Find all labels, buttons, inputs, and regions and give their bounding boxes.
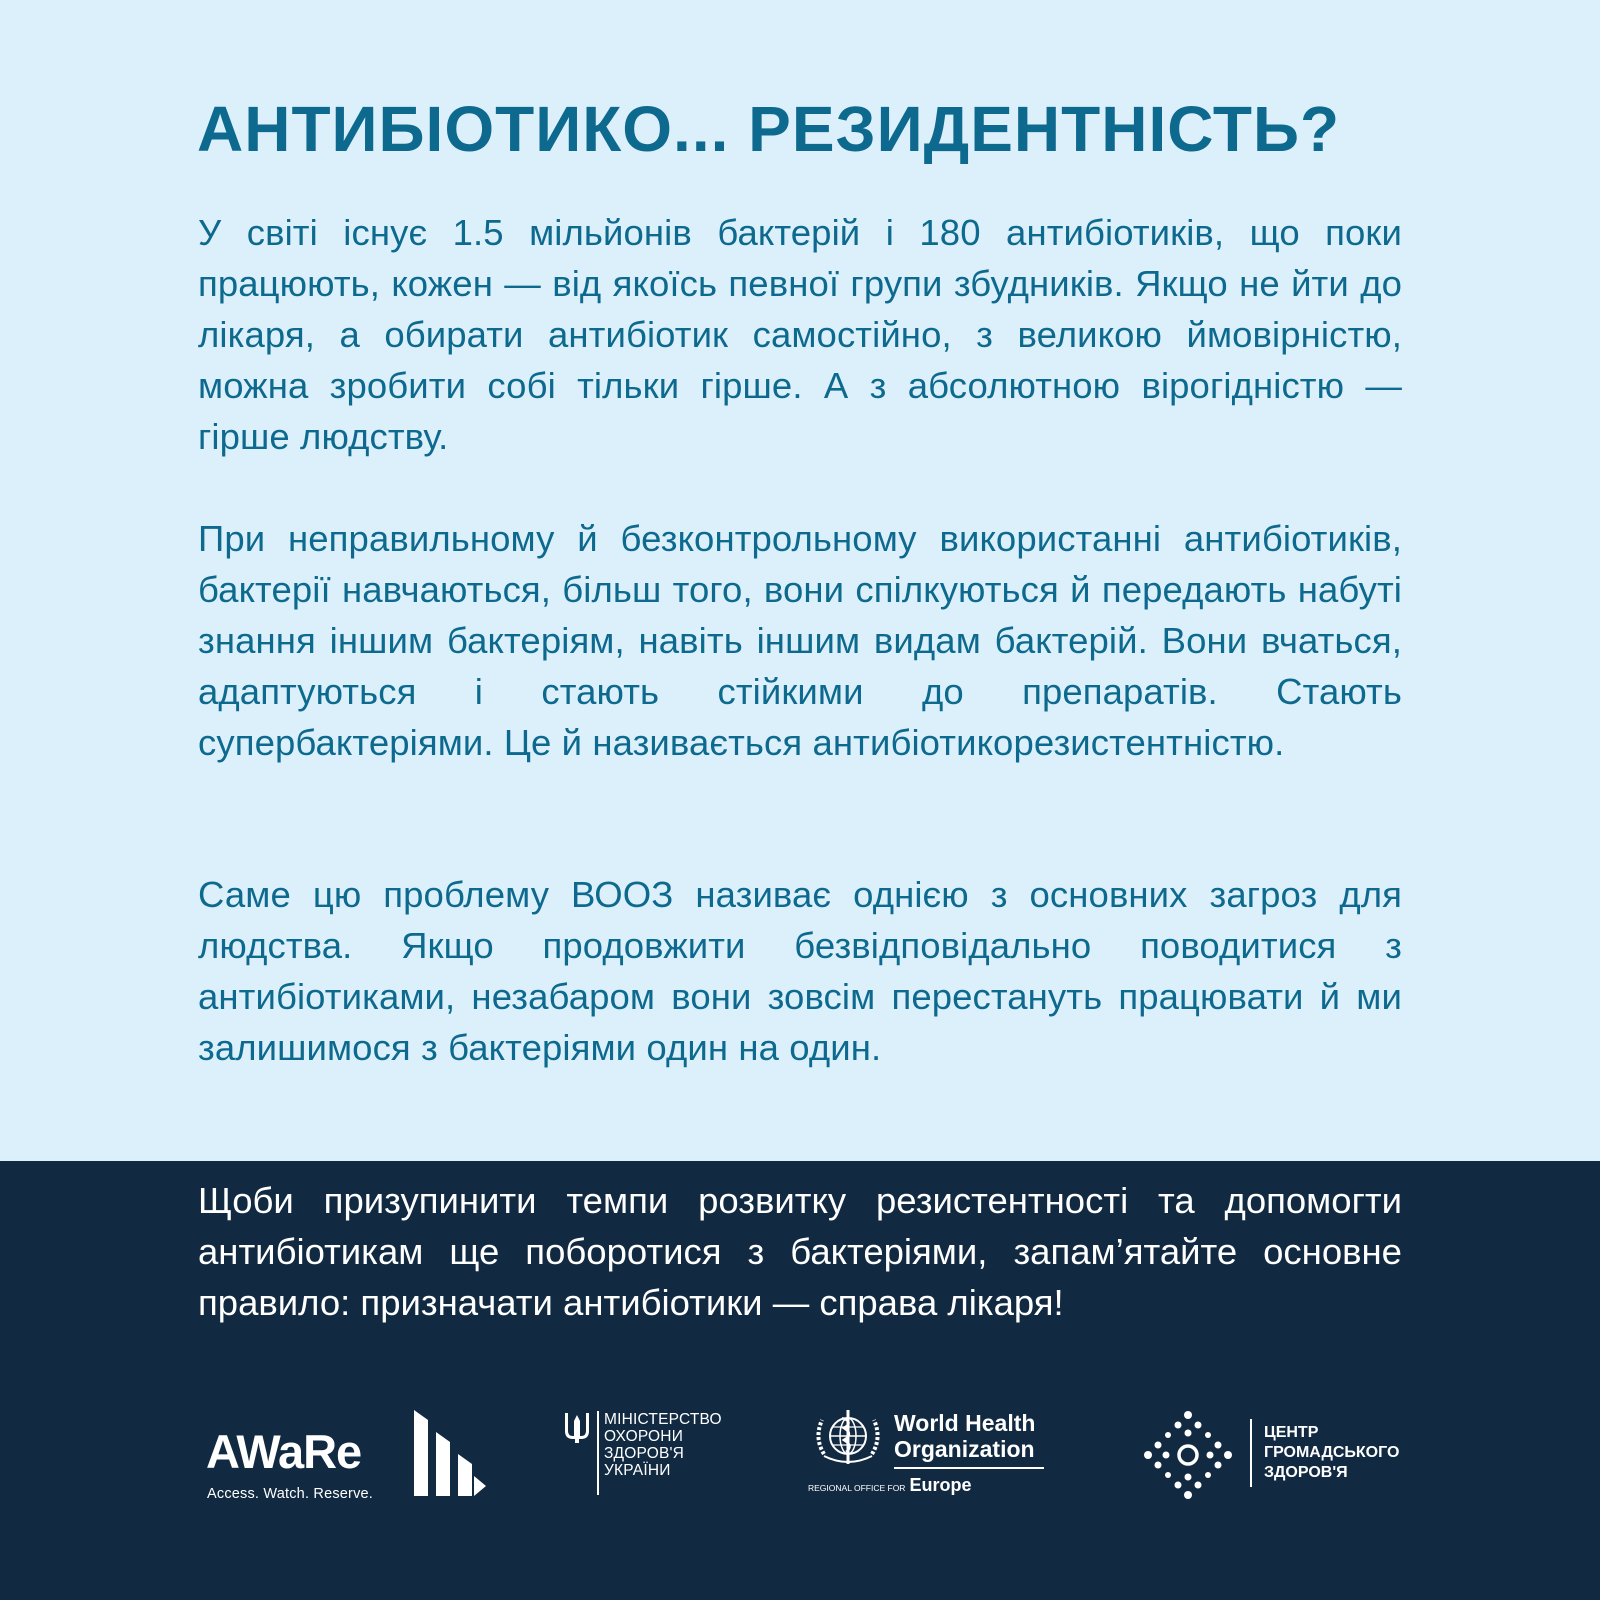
paragraph-3: Саме цю проблему ВООЗ називає однією з основних загроз для людства. Якщо продовжити безвідповідально поводитися з антибіотиками, незабаром вони зовсім перестануть працювати й ми залишимося з бактеріями один на один. <box>198 874 1402 1068</box>
who-emblem-icon <box>808 1404 888 1472</box>
page-title: АНТИБІОТИКО... РЕЗИДЕНТНІСТЬ? <box>197 93 1341 165</box>
ministry-divider <box>597 1411 599 1495</box>
aware-logo-tagline: Access. Watch. Reserve. <box>207 1486 374 1502</box>
who-name: World Health Organization <box>894 1410 1036 1462</box>
who-divider <box>894 1467 1044 1469</box>
aware-mark-icon <box>414 1410 486 1496</box>
who-europe-text: Europe <box>909 1475 972 1495</box>
cgz-dots-icon <box>1144 1411 1232 1499</box>
public-health-center-logo <box>1144 1411 1404 1501</box>
cgz-name: ЦЕНТР ГРОМАДСЬКОГО ЗДОРОВ'Я <box>1264 1424 1400 1481</box>
paragraph-2: При неправильному й безконтрольному використанні антибіотиків, бактерії навчаються, більш того, вони спілкуються й передають набуті знання іншим бактеріям, навіть іншим видам бактерій. Вони вчаться, адаптуються і стають стійкими до препаратів. Стають супербактеріями. Це й називається антибіотикорезистентністю. <box>198 518 1402 763</box>
who-region-text: REGIONAL OFFICE FOR <box>808 1483 906 1493</box>
aware-logo-name: AWaRe <box>206 1425 362 1478</box>
call-to-action: Щоби призупинити темпи розвитку резистентності та допомогти антибіотикам ще поборотися з бактеріями, запам’ятайте основне правило: призначати антибіотики — справа лікаря! <box>198 1180 1402 1323</box>
aware-logo <box>206 1410 486 1500</box>
cgz-divider <box>1250 1419 1252 1487</box>
who-europe-logo <box>808 1404 1044 1494</box>
paragraph-1: У світі існує 1.5 мільйонів бактерій і 180 антибіотиків, що поки працюють, кожен — від якоїсь певної групи збудників. Якщо не йти до лікаря, а обирати антибіотик самостійно, з великою ймовірністю, можна зробити собі тільки гірше. А з абсолютною вірогідністю — гірше людству. <box>198 212 1402 457</box>
trident-icon <box>563 1411 591 1445</box>
ministry-name: МІНІСТЕРСТВО ОХОРОНИ ЗДОРОВ'Я УКРАЇНИ <box>604 1411 722 1479</box>
ministry-of-health-logo <box>563 1411 722 1501</box>
who-region-label <box>808 1474 971 1499</box>
